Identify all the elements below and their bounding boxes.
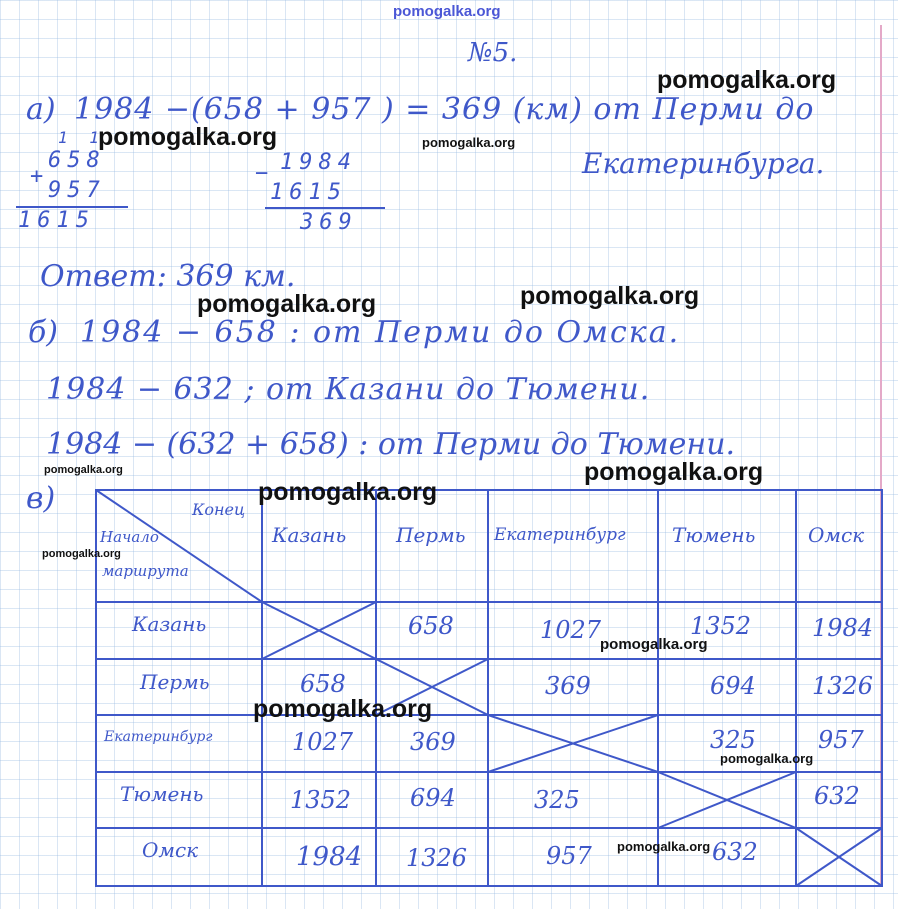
column-header-omsk: Омск	[808, 523, 865, 547]
problem-number: №5.	[468, 38, 518, 68]
row-header-tyumen: Тюмень	[120, 782, 204, 806]
part-a-answer: Ответ: 369 км.	[40, 259, 296, 294]
addition-top: 658	[48, 148, 106, 173]
part-b-line-2: 1984 − 632 ; от Казани до Тюмени.	[46, 372, 651, 407]
part-b-line-3: 1984 − (632 + 658) : от Перми до Тюмени.	[46, 427, 736, 462]
empty-cell-cross-3	[488, 715, 658, 772]
empty-cell-cross-4	[658, 772, 796, 828]
empty-cell-cross-1	[262, 602, 376, 659]
subtraction-top: 1984	[280, 150, 357, 175]
cell-kazan-omsk: 1984	[812, 614, 874, 642]
part-a-expression: 1984 −(658 + 957 ) = 369 (км) от Перми до	[74, 92, 815, 127]
empty-cell-cross-5	[796, 828, 882, 886]
watermark: pomogalka.org	[720, 751, 814, 766]
cell-tyumen-ekaterinburg: 325	[534, 786, 580, 814]
watermark: pomogalka.org	[617, 839, 711, 854]
subtraction-bottom: 1615	[270, 180, 347, 205]
cell-omsk-tyumen: 632	[712, 838, 758, 866]
row-header-kazan: Казань	[132, 612, 207, 636]
watermark: pomogalka.org	[584, 458, 764, 486]
cell-omsk-kazan: 1984	[296, 842, 363, 872]
watermark: pomogalka.org	[44, 464, 123, 476]
column-header-tyumen: Тюмень	[672, 523, 756, 547]
watermark: pomogalka.org	[98, 123, 278, 151]
part-b-line-1: 1984 − 658 : от Перми до Омска.	[80, 315, 681, 350]
addition-bottom: 957	[48, 178, 106, 203]
corner-start-label-2: маршрута	[102, 562, 189, 580]
cell-kazan-ekaterinburg: 1027	[540, 616, 602, 644]
subtraction-result: 369	[300, 210, 358, 235]
watermark: pomogalka.org	[253, 695, 433, 723]
column-header-kazan: Казань	[272, 523, 347, 547]
addition-sign: +	[30, 164, 50, 189]
column-header-perm: Пермь	[396, 523, 466, 547]
addition-carry: 1 1	[58, 128, 105, 147]
watermark: pomogalka.org	[197, 290, 377, 318]
cell-omsk-perm: 1326	[406, 844, 468, 872]
cell-perm-omsk: 1326	[812, 672, 874, 700]
watermark: pomogalka.org	[657, 66, 837, 94]
part-b-label: б)	[28, 315, 59, 350]
watermark: pomogalka.org	[258, 478, 438, 506]
part-a-continuation: Екатеринбурга.	[582, 147, 825, 180]
cell-tyumen-kazan: 1352	[290, 786, 352, 814]
cell-tyumen-omsk: 632	[814, 782, 860, 810]
column-header-ekaterinburg: Екатеринбург	[494, 525, 626, 545]
corner-end-label: Конец	[192, 500, 246, 519]
watermark: pomogalka.org	[600, 636, 708, 653]
cell-ekaterinburg-perm: 369	[410, 728, 456, 756]
row-header-omsk: Омск	[142, 838, 199, 862]
subtraction-sign: −	[255, 161, 275, 186]
cell-ekaterinburg-omsk: 957	[818, 726, 864, 754]
watermark: pomogalka.org	[42, 548, 121, 560]
part-c-label: в)	[26, 481, 56, 516]
part-a-label: а)	[26, 92, 56, 127]
watermark: pomogalka.org	[422, 135, 516, 150]
cell-ekaterinburg-kazan: 1027	[292, 728, 354, 756]
row-header-perm: Пермь	[140, 670, 210, 694]
cell-ekaterinburg-tyumen: 325	[710, 726, 756, 754]
addition-result: 1615	[18, 208, 95, 233]
row-header-ekaterinburg: Екатеринбург	[104, 729, 213, 745]
site-link[interactable]: pomogalka.org	[393, 3, 501, 20]
cell-omsk-ekaterinburg: 957	[546, 842, 592, 870]
cell-perm-kazan: 658	[300, 670, 346, 698]
cell-kazan-tyumen: 1352	[690, 612, 752, 640]
cell-perm-tyumen: 694	[710, 672, 756, 700]
watermark: pomogalka.org	[520, 282, 700, 310]
cell-tyumen-perm: 694	[410, 784, 456, 812]
cell-kazan-perm: 658	[408, 612, 454, 640]
corner-start-label-1: Начало	[100, 528, 159, 546]
cell-perm-ekaterinburg: 369	[545, 672, 591, 700]
